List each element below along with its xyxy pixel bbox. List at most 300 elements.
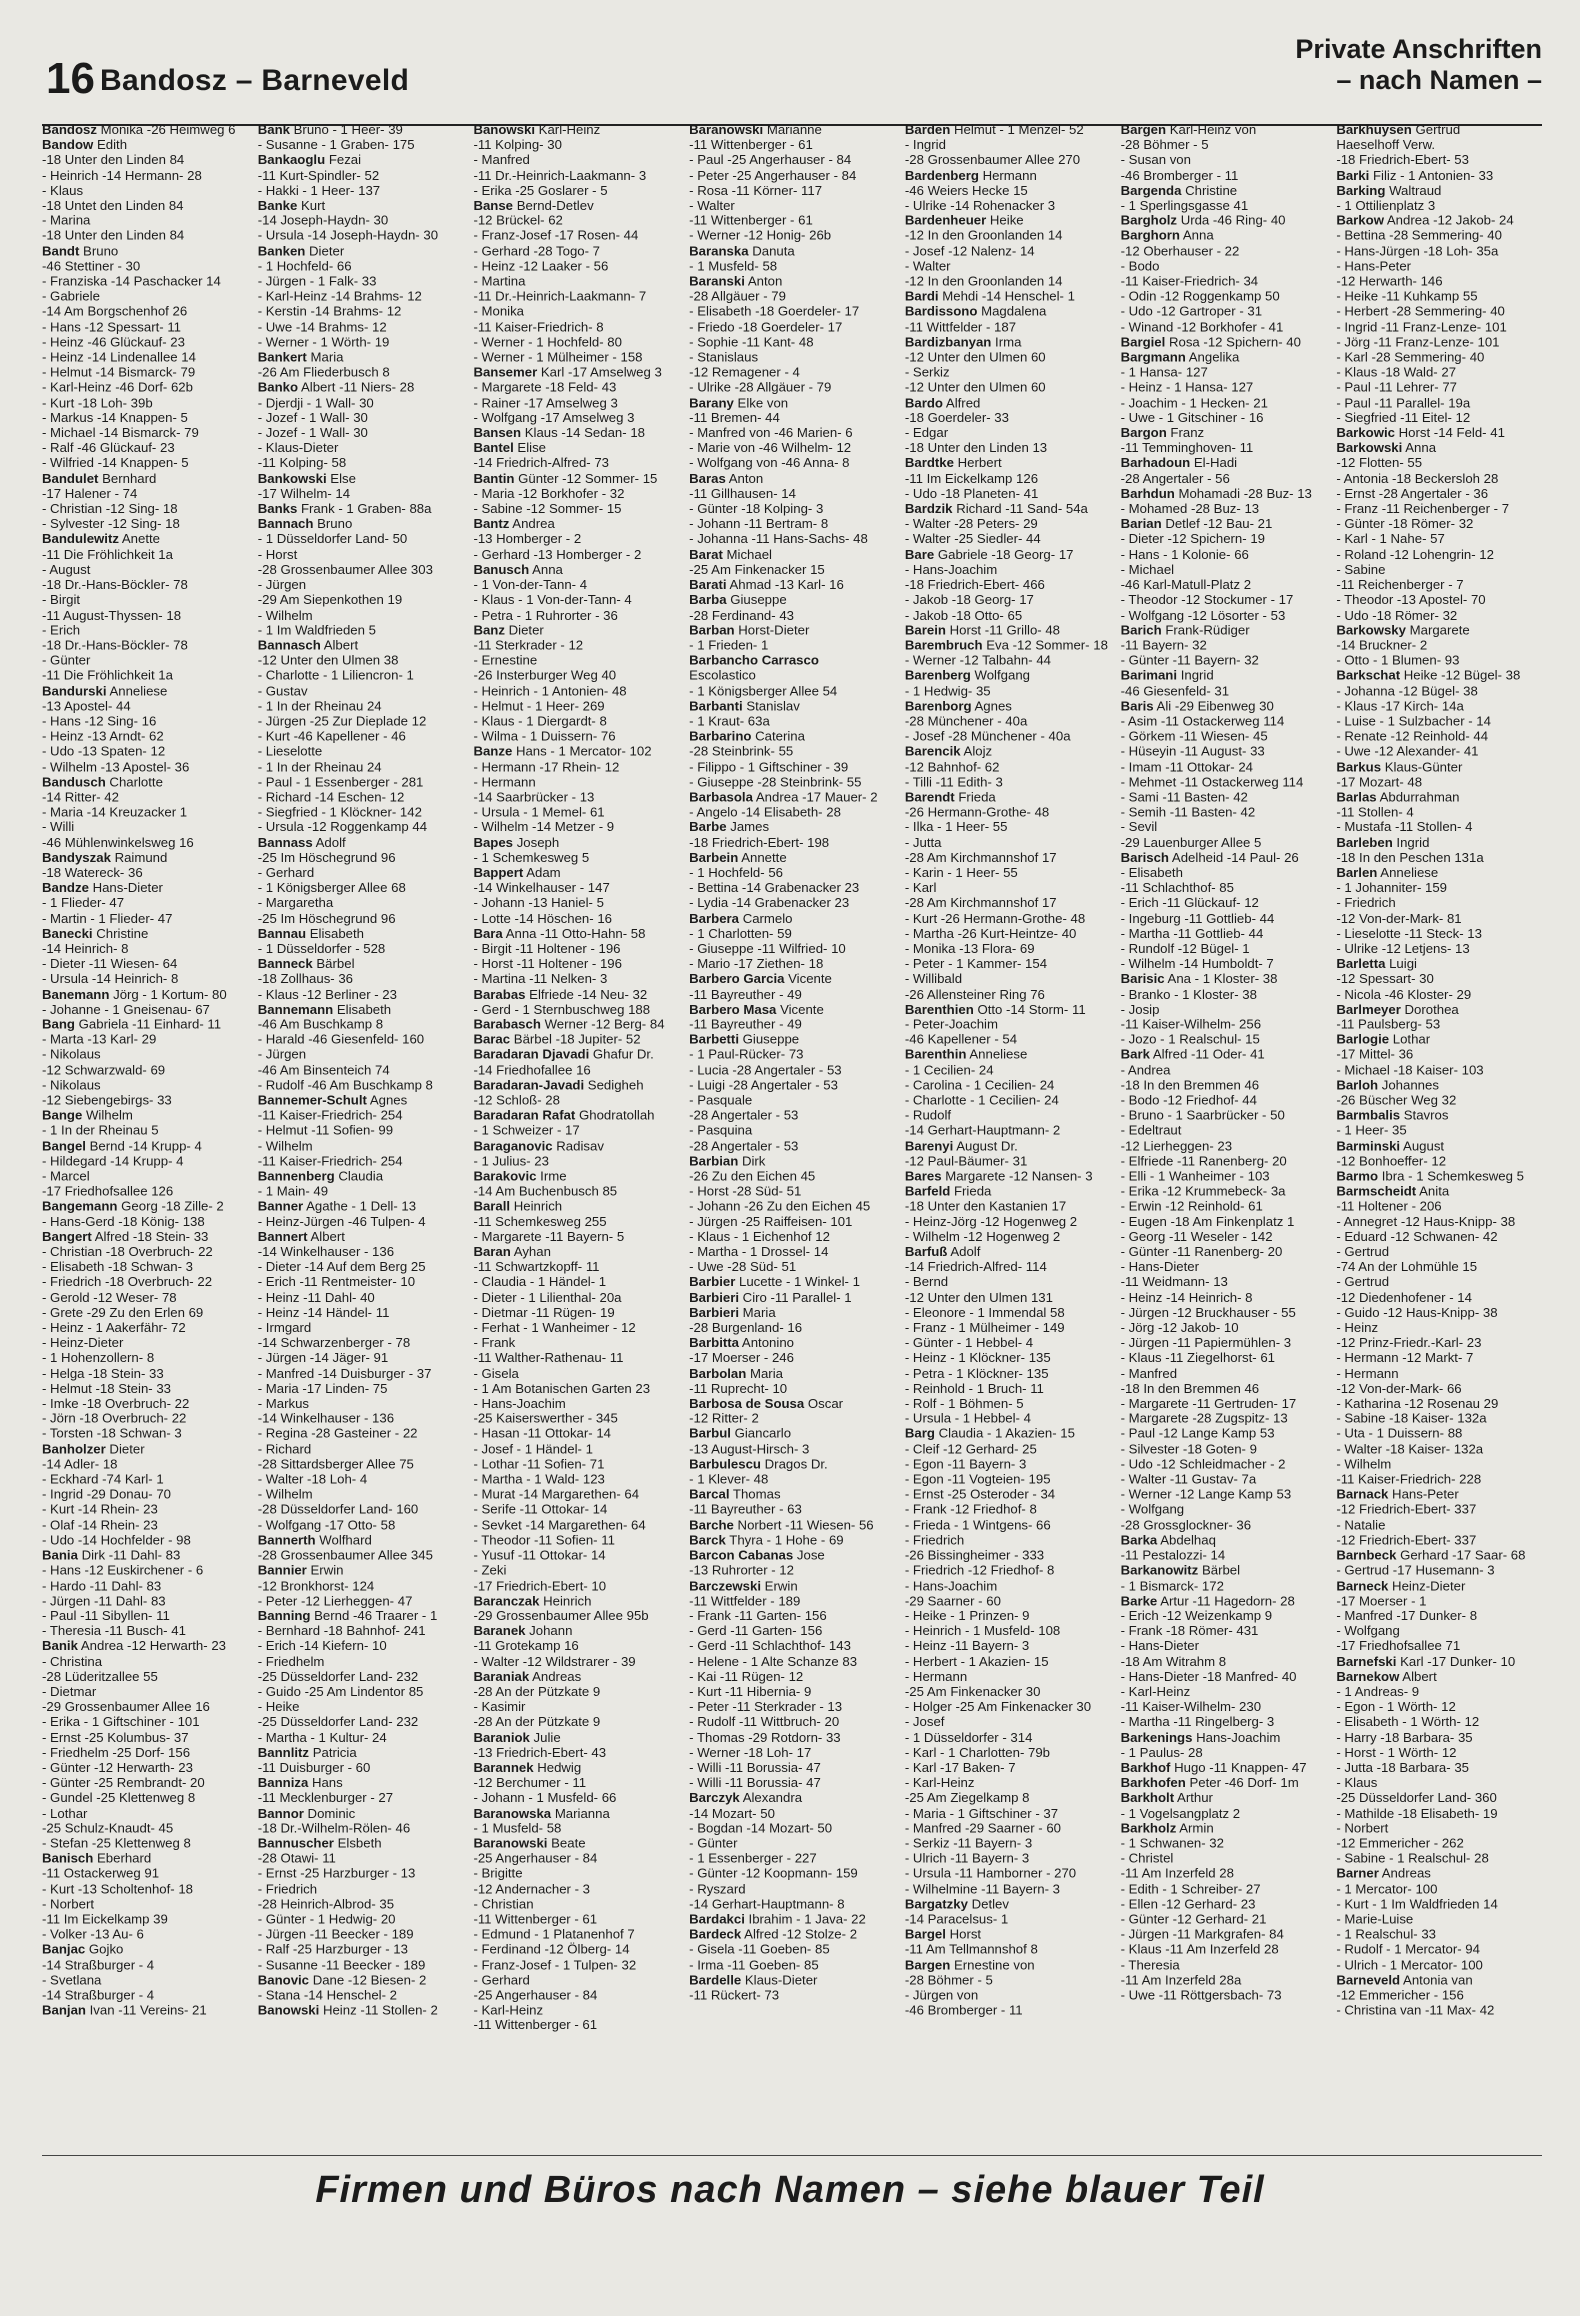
entry-surname: Barbein xyxy=(689,849,739,865)
entry-detail: - Udo -13 Spaten- 12 xyxy=(42,743,166,759)
entry-detail: - Wilhelm -12 Hogenweg 2 xyxy=(904,1229,1061,1245)
entry-detail: - Johanna -12 Bügel- 38 xyxy=(1336,683,1478,699)
entry-detail: -11 Wittenberger - 61 xyxy=(689,212,813,228)
listing-entry xyxy=(689,926,895,941)
listing-entry xyxy=(1336,334,1542,349)
entry-detail: -12 Prinz-Friedr.-Karl- 23 xyxy=(1336,1335,1482,1351)
listing-column-4 xyxy=(689,122,895,2117)
entry-detail: Klaus-Günter xyxy=(1384,758,1463,774)
entry-detail: Claudia xyxy=(338,1168,384,1184)
listing-entry xyxy=(1121,137,1327,152)
listing-entry xyxy=(905,1957,1111,1972)
listing-entry xyxy=(1121,971,1327,986)
entry-detail: -12 Lierheggen- 23 xyxy=(1120,1138,1233,1154)
entry-detail: - 1 Julius- 23 xyxy=(473,1153,549,1169)
entry-detail: Agnes xyxy=(369,1092,408,1108)
entry-detail: - Ursula -11 Hamborner - 270 xyxy=(904,1865,1077,1881)
listing-entry xyxy=(1121,1881,1327,1896)
entry-detail: Bruno - 1 Heer- 39 xyxy=(293,122,403,137)
listing-entry xyxy=(1121,607,1327,622)
entry-detail: -14 Winkelhauser - 147 xyxy=(473,880,610,896)
listing-entry xyxy=(689,1745,895,1760)
entry-detail: - Hans-Peter xyxy=(1336,258,1412,274)
entry-detail: Stavros xyxy=(1403,1107,1449,1123)
listing-entry xyxy=(1336,729,1542,744)
entry-detail: -18 Friedrich-Ebert- 466 xyxy=(904,576,1045,592)
listing-entry xyxy=(1336,1123,1542,1138)
listing-entry xyxy=(258,1820,464,1835)
entry-detail: - Gertrud xyxy=(1336,1274,1390,1290)
entry-surname: Barkhuysen xyxy=(1336,122,1412,137)
entry-detail: -11 Wittfelder - 189 xyxy=(689,1593,801,1608)
listing-entry xyxy=(258,1350,464,1365)
entry-surname: Bandyszak xyxy=(42,849,111,865)
entry-detail: - Rudolf - 1 Mercator- 94 xyxy=(1336,1941,1480,1957)
entry-surname: Bannach xyxy=(257,516,314,532)
listing-entry xyxy=(1336,365,1542,380)
entry-surname: Banjan xyxy=(42,2002,86,2018)
entry-detail: - 1 Düsseldorfer Land- 50 xyxy=(257,531,408,547)
entry-detail: Patricia xyxy=(312,1744,357,1760)
entry-detail: Stanislav xyxy=(746,698,800,714)
entry-detail: Marianna xyxy=(554,1805,610,1821)
listing-entry xyxy=(1336,562,1542,577)
listing-entry xyxy=(473,804,679,819)
entry-detail: - Mustafa -11 Stollen- 4 xyxy=(1336,819,1473,835)
entry-detail: - Bogdan -14 Mozart- 50 xyxy=(689,1820,833,1836)
entry-surname: Barakovic xyxy=(473,1168,537,1184)
entry-detail: -13 Friedrich-Ebert- 43 xyxy=(473,1744,607,1760)
listing-entry xyxy=(42,1305,248,1320)
entry-detail: - Heike -11 Kuhkamp 55 xyxy=(1336,288,1478,304)
listing-entry xyxy=(905,304,1111,319)
listing-entry xyxy=(42,911,248,926)
entry-detail: Arthur xyxy=(1177,1790,1213,1806)
entry-detail: Bernd -46 Traarer - 1 xyxy=(314,1608,438,1624)
listing-entry xyxy=(905,516,1111,531)
entry-detail: - 1 Von-der-Tann- 4 xyxy=(473,576,588,592)
listing-entry xyxy=(689,1730,895,1745)
listing-entry xyxy=(473,698,679,713)
entry-detail: Dieter xyxy=(309,243,345,259)
listing-entry xyxy=(42,456,248,471)
listing-entry xyxy=(258,562,464,577)
listing-entry xyxy=(1336,1487,1542,1502)
listing-entry xyxy=(473,956,679,971)
entry-detail: -18 Am Witrahm 8 xyxy=(1120,1653,1227,1669)
listing-entry xyxy=(1121,1350,1327,1365)
listing-entry xyxy=(258,1290,464,1305)
entry-detail: - Erich -12 Weizenkamp 9 xyxy=(1120,1608,1273,1624)
listing-entry xyxy=(1336,2002,1542,2017)
entry-detail: - Natalie xyxy=(1336,1517,1386,1533)
entry-detail: - Norbert xyxy=(1336,1820,1389,1836)
entry-detail: - Bodo -12 Friedhof- 44 xyxy=(1120,1092,1257,1108)
listing-entry xyxy=(42,1047,248,1062)
listing-entry xyxy=(689,1153,895,1168)
listing-entry xyxy=(473,1820,679,1835)
listing-entry xyxy=(1121,1790,1327,1805)
entry-detail: -18 Friedrich-Ebert- 53 xyxy=(1336,152,1469,168)
entry-detail: Wolfgang xyxy=(974,667,1030,683)
listing-entry xyxy=(42,319,248,334)
listing-entry xyxy=(42,425,248,440)
entry-detail: -11 Gillhausen- 14 xyxy=(689,485,796,501)
listing-entry xyxy=(1336,1457,1542,1472)
listing-entry xyxy=(258,1259,464,1274)
entry-detail: -12 In den Groonlanden 14 xyxy=(904,228,1063,244)
listing-entry xyxy=(473,1517,679,1532)
listing-entry xyxy=(473,213,679,228)
entry-detail: -14 Gerhart-Hauptmann- 8 xyxy=(689,1896,845,1912)
entry-detail: - Peter -11 Sterkrader - 13 xyxy=(689,1699,843,1715)
entry-detail: -25 Am Finkenacker 15 xyxy=(689,561,825,577)
listing-entry xyxy=(258,1138,464,1153)
entry-surname: Banse xyxy=(473,197,514,213)
entry-detail: - Martha -26 Kurt-Heintze- 40 xyxy=(904,925,1077,941)
listing-entry xyxy=(1336,759,1542,774)
listing-entry xyxy=(42,1881,248,1896)
listing-entry xyxy=(689,698,895,713)
listing-entry xyxy=(1121,1987,1327,2002)
entry-detail: -17 Friedhofsallee 126 xyxy=(42,1183,174,1199)
entry-detail: - Christina van -11 Max- 42 xyxy=(1336,2002,1495,2018)
listing-entry xyxy=(689,547,895,562)
entry-detail: -11 Die Fröhlichkeit 1a xyxy=(42,546,173,562)
entry-detail: - Manfred -29 Saarner - 60 xyxy=(904,1820,1062,1836)
listing-entry xyxy=(258,1305,464,1320)
entry-detail: - Wilhelm xyxy=(257,1486,313,1502)
entry-detail: - Klaus - 1 Eichenhof 12 xyxy=(689,1229,830,1245)
listing-entry xyxy=(258,865,464,880)
listing-entry xyxy=(258,1002,464,1017)
entry-detail: - Serife -11 Ottokar- 14 xyxy=(473,1502,608,1517)
entry-surname: Banning xyxy=(257,1608,311,1624)
entry-detail: - Karl-Heinz -46 Dorf- 62b xyxy=(42,379,193,395)
entry-detail: Johannes xyxy=(1381,1077,1439,1093)
entry-detail: - Margarete -28 Zugspitz- 13 xyxy=(1120,1411,1288,1426)
entry-detail: -13 August-Hirsch- 3 xyxy=(689,1441,810,1457)
entry-detail: - Markus -14 Knappen- 5 xyxy=(42,410,188,426)
entry-surname: Barbe xyxy=(689,819,727,835)
listing-entry xyxy=(473,1441,679,1456)
entry-detail: -11 Im Eickelkamp 39 xyxy=(42,1911,168,1927)
listing-entry xyxy=(905,1275,1111,1290)
listing-entry xyxy=(905,1366,1111,1381)
listing-entry xyxy=(905,122,1111,137)
entry-detail: - Margarete -11 Bayern- 5 xyxy=(473,1229,625,1245)
entry-detail: - Serkiz xyxy=(904,364,950,380)
entry-detail: - Mehmet -11 Ostackerweg 114 xyxy=(1120,774,1304,790)
listing-entry xyxy=(42,1760,248,1775)
entry-detail: Frieda xyxy=(953,1183,992,1199)
listing-entry xyxy=(1121,1214,1327,1229)
entry-detail: - Ingrid -11 Franz-Lenze- 101 xyxy=(1336,319,1507,335)
entry-detail: Heike -12 Bügel- 38 xyxy=(1403,667,1521,683)
entry-detail: -12 Emmericher - 262 xyxy=(1336,1835,1464,1851)
listing-entry xyxy=(1336,349,1542,364)
listing-entry xyxy=(905,562,1111,577)
entry-detail: - Helmut -14 Bismarck- 79 xyxy=(42,364,196,380)
listing-entry xyxy=(905,986,1111,1001)
entry-surname: Baradaran-Javadi xyxy=(473,1077,585,1093)
listing-entry xyxy=(1336,410,1542,425)
listing-entry xyxy=(473,516,679,531)
entry-detail: - Claudia - 1 Händel- 1 xyxy=(473,1274,607,1290)
listing-entry xyxy=(689,713,895,728)
listing-entry xyxy=(1121,683,1327,698)
entry-detail: - Walter xyxy=(904,258,951,274)
entry-detail: - Karl-Heinz xyxy=(1120,1684,1191,1699)
listing-entry xyxy=(1121,956,1327,971)
listing-entry xyxy=(689,1896,895,1911)
listing-entry xyxy=(42,228,248,243)
listing-entry xyxy=(258,1153,464,1168)
entry-surname: Barfeld xyxy=(904,1183,951,1199)
entry-detail: - Sabine xyxy=(1336,561,1386,577)
listing-entry xyxy=(689,1593,895,1608)
entry-detail: -29 Grossenbaumer Allee 16 xyxy=(42,1699,210,1715)
listing-entry xyxy=(905,1259,1111,1274)
entry-detail: Abdurrahman xyxy=(1379,789,1460,805)
listing-entry xyxy=(473,1593,679,1608)
entry-surname: Barbieri xyxy=(689,1289,739,1305)
entry-detail: - Gustav xyxy=(257,683,308,699)
listing-entry xyxy=(689,501,895,516)
entry-detail: - Marta -13 Karl- 29 xyxy=(42,1031,157,1047)
entry-surname: Barkowski xyxy=(1336,440,1403,456)
listing-entry xyxy=(1336,1836,1542,1851)
listing-entry xyxy=(1121,1047,1327,1062)
listing-entry xyxy=(473,1472,679,1487)
entry-detail: Dieter xyxy=(508,622,544,638)
entry-detail: -14 Joseph-Haydn- 30 xyxy=(257,212,389,228)
listing-entry xyxy=(473,334,679,349)
entry-detail: - Ulrike -12 Letjens- 13 xyxy=(1336,940,1470,956)
listing-entry xyxy=(1121,774,1327,789)
listing-entry xyxy=(258,1851,464,1866)
entry-detail: -11 Rückert- 73 xyxy=(689,1987,780,2003)
entry-detail: - Mario -17 Ziethen- 18 xyxy=(689,956,824,972)
entry-surname: Barenthien xyxy=(904,1001,974,1017)
listing-entry xyxy=(905,1002,1111,1017)
entry-surname: Barkus xyxy=(1336,758,1382,774)
entry-detail: - Christian -12 Sing- 18 xyxy=(42,501,178,517)
listing-entry xyxy=(42,1805,248,1820)
listing-entry xyxy=(42,1487,248,1502)
entry-surname: Barenyi xyxy=(904,1138,954,1154)
entry-detail: Heinz -11 Stollen- 2 xyxy=(322,2002,438,2018)
listing-entry xyxy=(473,1608,679,1623)
entry-detail: - Nikolaus xyxy=(42,1077,101,1093)
listing-entry xyxy=(1121,1320,1327,1335)
listing-entry xyxy=(689,289,895,304)
entry-detail: Danuta xyxy=(752,243,795,259)
listing-entry xyxy=(1121,698,1327,713)
listing-entry xyxy=(1336,395,1542,410)
entry-detail: - 1 Hochfeld- 66 xyxy=(257,258,352,274)
listing-entry xyxy=(1336,1684,1542,1699)
entry-detail: - Monika -13 Flora- 69 xyxy=(904,940,1035,956)
entry-detail: Christine xyxy=(96,925,149,941)
entry-detail: - Udo -14 Hochfelder - 98 xyxy=(42,1532,191,1548)
listing-entry xyxy=(42,744,248,759)
entry-detail: Oscar xyxy=(807,1395,844,1411)
entry-detail: - Ingeburg -11 Gottlieb- 44 xyxy=(1120,910,1275,926)
entry-detail: - Sabine - 1 Realschul- 28 xyxy=(1336,1850,1489,1866)
listing-entry xyxy=(1336,319,1542,334)
listing-entry xyxy=(1121,183,1327,198)
listing-entry xyxy=(905,1199,1111,1214)
entry-detail: - Erich -11 Glückauf- 12 xyxy=(1120,895,1259,911)
entry-detail: -25 Kaiserswerther - 345 xyxy=(473,1411,618,1426)
entry-detail: Gabriela -11 Einhard- 11 xyxy=(78,1016,222,1032)
listing-entry xyxy=(473,1896,679,1911)
listing-entry xyxy=(1121,258,1327,273)
listing-entry xyxy=(258,1866,464,1881)
entry-detail: - Willi xyxy=(42,819,75,835)
entry-detail: Dominic xyxy=(307,1805,356,1821)
listing-entry xyxy=(258,895,464,910)
listing-entry xyxy=(473,1259,679,1274)
entry-detail: - Josef -12 Nalenz- 14 xyxy=(904,243,1035,259)
listing-entry xyxy=(42,152,248,167)
entry-detail: - Frank xyxy=(473,1335,516,1351)
entry-detail: Irme xyxy=(540,1168,567,1184)
listing-entry xyxy=(42,1411,248,1426)
entry-detail: - Helga -18 Stein- 33 xyxy=(42,1365,164,1381)
entry-detail: - Guido -12 Haus-Knipp- 38 xyxy=(1336,1304,1498,1320)
entry-detail: -11 Pestalozzi- 14 xyxy=(1120,1547,1226,1563)
listing-entry xyxy=(473,1275,679,1290)
listing-entry xyxy=(1121,167,1327,182)
entry-detail: -11 Schlachthof- 85 xyxy=(1120,880,1234,896)
entry-detail: -11 Kaiser-Friedrich- 34 xyxy=(1120,273,1259,289)
entry-detail: -28 Böhmer - 5 xyxy=(1120,137,1209,153)
entry-detail: - Olaf -14 Rhein- 23 xyxy=(42,1517,158,1533)
entry-detail: Vicente xyxy=(780,1001,824,1017)
entry-detail: - Ursula -14 Joseph-Haydn- 30 xyxy=(257,228,439,244)
entry-detail: -46 Bromberger - 11 xyxy=(904,2002,1023,2018)
listing-entry xyxy=(689,1517,895,1532)
entry-detail: -11 Ruprecht- 10 xyxy=(689,1380,788,1396)
listing-entry xyxy=(473,1381,679,1396)
entry-detail: -18 Friedrich-Ebert- 198 xyxy=(689,834,830,850)
entry-detail: - Gerhard xyxy=(257,865,315,881)
listing-entry xyxy=(473,1987,679,2002)
entry-detail: - Jörn -18 Overbruch- 22 xyxy=(42,1411,187,1426)
entry-detail: - Luise - 1 Sulzbacher - 14 xyxy=(1336,713,1491,729)
listing-entry xyxy=(1336,1502,1542,1517)
entry-detail: - Walter -18 Kaiser- 132a xyxy=(1336,1441,1484,1457)
entry-detail: Anita xyxy=(1419,1183,1450,1199)
listing-entry xyxy=(42,1730,248,1745)
entry-surname: Bargmann xyxy=(1120,349,1186,365)
entry-detail: Gerhard -17 Saar- 68 xyxy=(1400,1547,1526,1563)
listing-entry xyxy=(905,1472,1111,1487)
listing-entry xyxy=(42,638,248,653)
entry-detail: Wilhelm xyxy=(85,1107,133,1123)
entry-detail: -28 Böhmer - 5 xyxy=(904,1972,993,1988)
listing-entry xyxy=(905,1593,1111,1608)
listing-entry xyxy=(42,592,248,607)
listing-entry xyxy=(42,1669,248,1684)
listing-entry xyxy=(1121,1396,1327,1411)
listing-entry xyxy=(1336,1017,1542,1032)
listing-entry xyxy=(42,1017,248,1032)
entry-detail: -12 Brückel- 62 xyxy=(473,212,563,228)
listing-entry xyxy=(473,289,679,304)
listing-entry xyxy=(689,1396,895,1411)
entry-detail: - Friedhelm -25 Dorf- 156 xyxy=(42,1744,191,1760)
entry-surname: Banniza xyxy=(257,1774,309,1790)
listing-entry xyxy=(689,895,895,910)
entry-surname: Barkowsky xyxy=(1336,622,1406,638)
entry-detail: - Edith - 1 Schreiber- 27 xyxy=(1120,1881,1261,1897)
entry-detail: -11 Am Inzerfeld 28a xyxy=(1120,1972,1242,1988)
listing-entry xyxy=(905,1684,1111,1699)
entry-detail: - Tilli -11 Edith- 3 xyxy=(904,774,1003,790)
entry-detail: -17 Friedhofsallee 71 xyxy=(1336,1638,1461,1654)
listing-entry xyxy=(1121,1517,1327,1532)
listing-entry xyxy=(1336,971,1542,986)
entry-detail: Alfred -12 Stolze- 2 xyxy=(744,1926,858,1942)
entry-surname: Barabas xyxy=(473,986,526,1002)
listing-entry xyxy=(42,1820,248,1835)
entry-detail: -11 Temminghoven- 11 xyxy=(1120,440,1254,456)
listing-entry xyxy=(905,1517,1111,1532)
entry-surname: Bare xyxy=(904,546,935,562)
entry-surname: Barenborg xyxy=(904,698,972,714)
entry-detail: -28 An der Pützkate 9 xyxy=(473,1714,601,1730)
listing-entry xyxy=(1121,1017,1327,1032)
entry-surname: Barcon Cabanas xyxy=(689,1547,794,1563)
listing-entry xyxy=(905,880,1111,895)
listing-entry xyxy=(42,1077,248,1092)
entry-detail: Vicente xyxy=(788,971,832,987)
listing-entry xyxy=(42,1714,248,1729)
entry-detail: - Lothar xyxy=(42,1805,88,1821)
entry-detail: - Josef -28 Münchener - 40a xyxy=(904,728,1071,744)
listing-entry xyxy=(42,759,248,774)
listing-entry xyxy=(42,471,248,486)
entry-detail: -28 Grossenbaumer Allee 270 xyxy=(904,152,1081,168)
entry-detail: Ingrid xyxy=(1180,667,1214,683)
listing-entry xyxy=(473,1244,679,1259)
listing-entry xyxy=(42,1866,248,1881)
listing-entry xyxy=(473,531,679,546)
entry-surname: Bardissono xyxy=(904,303,978,319)
listing-entry xyxy=(1121,789,1327,804)
listing-entry xyxy=(258,1775,464,1790)
listing-entry xyxy=(42,1138,248,1153)
entry-surname: Barking xyxy=(1336,182,1386,198)
entry-detail: - Pasquale xyxy=(689,1092,753,1108)
listing-entry xyxy=(689,789,895,804)
listing-entry xyxy=(905,926,1111,941)
listing-entry xyxy=(905,729,1111,744)
entry-surname: Barkanowitz xyxy=(1120,1562,1199,1578)
entry-detail: - Eduard -12 Schwanen- 42 xyxy=(1336,1229,1498,1245)
entry-detail: -11 Kolping- 58 xyxy=(257,455,347,471)
listing-entry xyxy=(1336,1669,1542,1684)
listing-entry xyxy=(1121,1335,1327,1350)
entry-detail: - Harald -46 Giesenfeld- 160 xyxy=(257,1031,425,1047)
footer-note: Firmen und Büros nach Namen – siehe blauer Teil xyxy=(315,2169,1265,2211)
listing-entry xyxy=(1336,1866,1542,1881)
listing-entry xyxy=(1121,547,1327,562)
entry-detail: -11 Kolping- 30 xyxy=(473,137,562,153)
